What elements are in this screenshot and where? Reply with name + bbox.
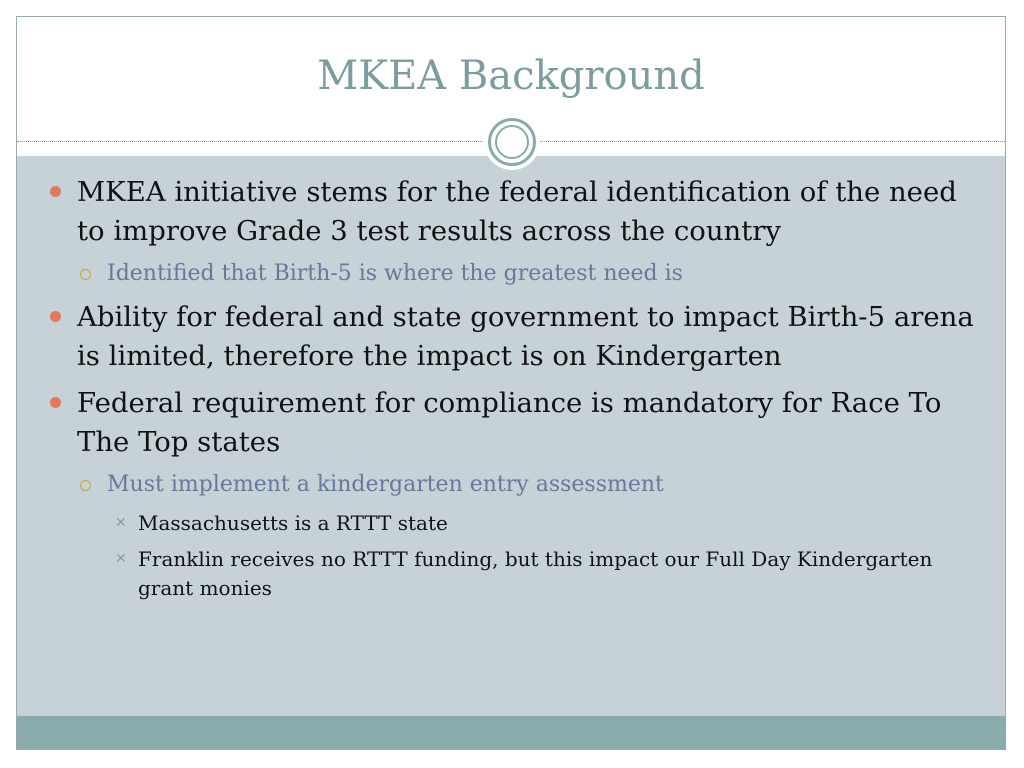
sub-sub-bullet-text: Massachusetts is a RTTT state: [138, 511, 448, 535]
bullet-list: [47, 173, 977, 610]
hollow-circle-bullet-icon: [80, 480, 91, 491]
cross-bullet-icon: ✕: [115, 551, 127, 567]
filled-circle-bullet-icon: [50, 186, 61, 197]
sub-sub-bullet-item: [47, 509, 977, 538]
slide: [16, 16, 1006, 750]
filled-circle-bullet-icon: [50, 397, 61, 408]
sub-sub-bullet-text: Franklin receives no RTTT funding, but this impact our Full Day Kindergarten grant monies: [138, 547, 933, 600]
bullet-item: [47, 173, 977, 251]
sub-bullet-item: [47, 470, 977, 500]
sub-bullet-text: Identified that Birth-5 is where the greatest need is: [107, 261, 683, 286]
sub-bullet-item: [47, 259, 977, 289]
bullet-text: MKEA initiative stems for the federal identification of the need to improve Grade 3 test results across the country: [77, 176, 957, 247]
sub-sub-bullet-item: [47, 545, 977, 603]
bullet-text: Ability for federal and state government to impact Birth-5 arena is limited, therefore the impact is on Kindergarten: [77, 301, 974, 372]
hollow-circle-bullet-icon: [80, 269, 91, 280]
bullet-text: Federal requirement for compliance is mandatory for Race To The Top states: [77, 387, 942, 458]
cross-bullet-icon: ✕: [115, 515, 127, 531]
sub-bullet-text: Must implement a kindergarten entry assessment: [107, 472, 664, 497]
bullet-item: [47, 384, 977, 462]
bullet-item: [47, 298, 977, 376]
ornament-inner-ring: [495, 125, 529, 159]
slide-title: MKEA Background: [317, 53, 705, 99]
footer-band: [17, 716, 1005, 750]
filled-circle-bullet-icon: [50, 311, 61, 322]
